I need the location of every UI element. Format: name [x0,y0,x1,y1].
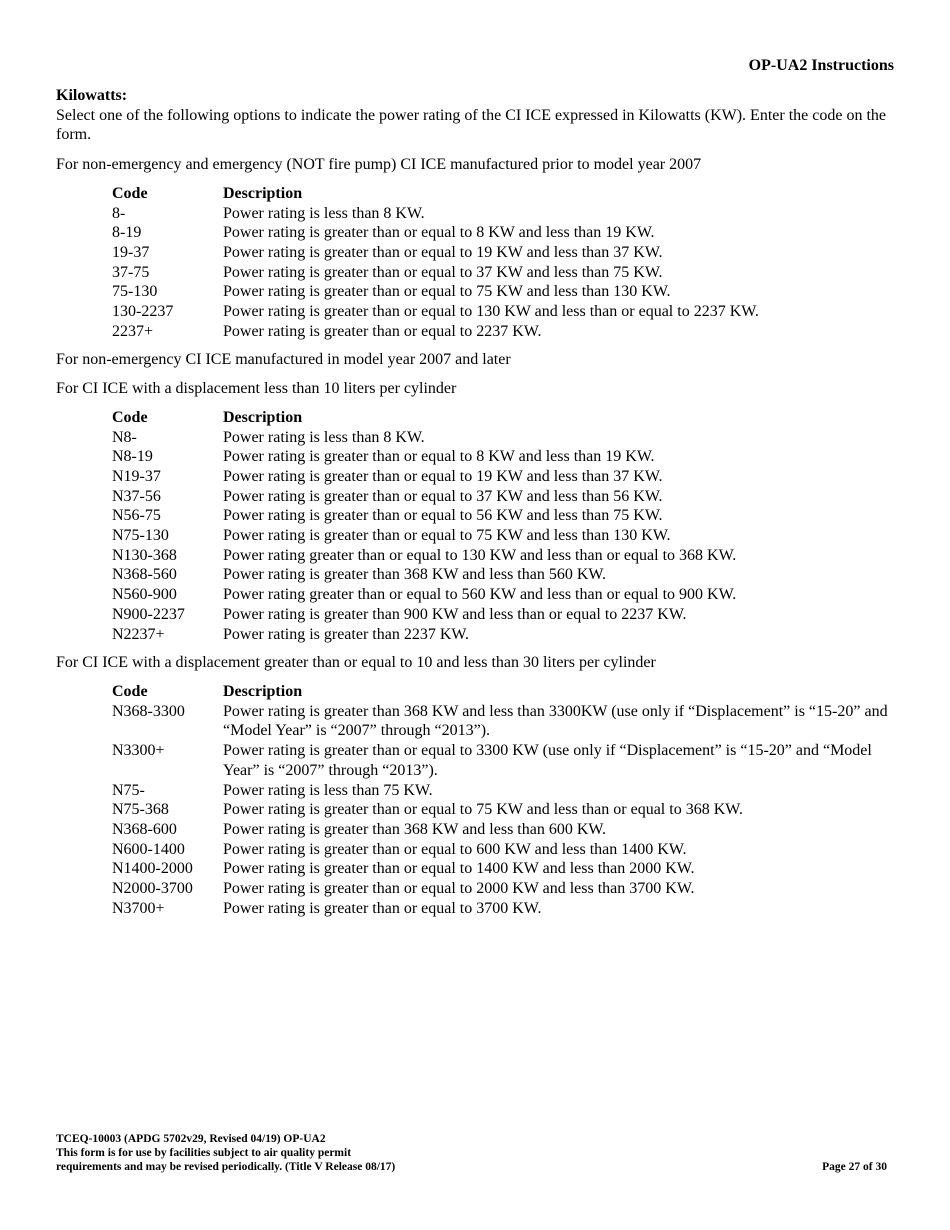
description-cell: Power rating is greater than or equal to 2000 KW and less than 3700 KW. [223,880,695,898]
description-cell: Power rating greater than or equal to 130 KW and less than or equal to 368 KW. [223,546,737,564]
page-number: Page 27 of 30 [822,1161,887,1173]
table-header-row [112,184,894,204]
code-cell: 8- [112,204,126,222]
description-column-header: Description [223,184,303,202]
table-row [112,428,894,448]
table-row [112,506,894,526]
code-column-header: Code [112,682,148,700]
description-cell: Power rating is greater than 900 KW and less than or equal to 2237 KW. [223,605,687,623]
table-row [112,781,894,801]
table-row [112,859,894,879]
table-row [112,322,894,342]
code-cell: N2000-3700 [112,880,193,898]
section-heading: Kilowatts: [56,87,128,104]
table-row [112,585,894,605]
table-row [112,820,894,840]
code-cell: 19-37 [112,243,150,261]
table-row [112,899,894,919]
description-cell: Power rating is greater than or equal to 37 KW and less than 56 KW. [223,487,663,505]
description-cell: Power rating is greater than or equal to 3300 KW (use only if “Displacement” is “15-20” and “Model Year” is “2007” through “2013”). [223,742,872,779]
code-cell: N130-368 [112,546,177,564]
document-body [56,86,894,927]
description-cell: Power rating is greater than or equal to 8 KW and less than 19 KW. [223,448,655,466]
table-row [112,546,894,566]
code-cell: N368-600 [112,820,177,838]
description-cell: Power rating is greater than or equal to 8 KW and less than 19 KW. [223,224,655,242]
description-cell: Power rating is less than 8 KW. [223,204,425,222]
group3-label: For CI ICE with a displacement greater than or equal to 10 and less than 30 liters per cylinder [56,654,656,672]
table-row [112,223,894,243]
page-header-title: OP-UA2 Instructions [748,57,894,74]
footer-line-3: requirements and may be revised periodically. (Title V Release 08/17) [56,1161,396,1173]
code-column-header: Code [112,184,148,202]
table-row [112,302,894,322]
table-row [112,447,894,467]
description-cell: Power rating is greater than or equal to 19 KW and less than 37 KW. [223,243,663,261]
code-cell: N75-368 [112,801,169,819]
code-cell: N560-900 [112,586,177,604]
description-cell: Power rating is greater than or equal to 2237 KW. [223,322,542,340]
description-cell: Power rating is less than 8 KW. [223,428,425,446]
description-cell: Power rating is greater than or equal to 3700 KW. [223,899,542,917]
code-cell: N75- [112,781,145,799]
code-cell: N8-19 [112,448,153,466]
table-row [112,879,894,899]
code-cell: N75-130 [112,527,169,545]
description-cell: Power rating greater than or equal to 560 KW and less than or equal to 900 KW. [223,586,737,604]
description-cell: Power rating is greater than 368 KW and less than 560 KW. [223,566,607,584]
description-cell: Power rating is less than 75 KW. [223,781,433,799]
description-cell: Power rating is greater than or equal to 56 KW and less than 75 KW. [223,507,663,525]
table-row [112,204,894,224]
table-row [112,800,894,820]
table-row [112,605,894,625]
table-header-row [112,408,894,428]
description-cell: Power rating is greater than or equal to 37 KW and less than 75 KW. [223,263,663,281]
code-cell: N56-75 [112,507,161,525]
table-row [112,526,894,546]
code-cell: N37-56 [112,487,161,505]
description-column-header: Description [223,682,303,700]
description-cell: Power rating is greater than or equal to 75 KW and less than or equal to 368 KW. [223,801,743,819]
code-cell: 37-75 [112,263,150,281]
footer-line-2: This form is for use by facilities subject to air quality permit [56,1147,352,1159]
description-cell: Power rating is greater than or equal to 600 KW and less than 1400 KW. [223,840,687,858]
group1-code-table [112,184,894,342]
table-header-row [112,682,894,702]
group1-label: For non-emergency and emergency (NOT fire pump) CI ICE manufactured prior to model year 2007 [56,156,702,174]
group3-code-table [112,682,894,918]
description-cell: Power rating is greater than or equal to 130 KW and less than or equal to 2237 KW. [223,303,759,321]
footer-form-info [56,1132,395,1174]
table-row [112,565,894,585]
code-column-header: Code [112,408,148,426]
table-row [112,263,894,283]
description-column-header: Description [223,408,303,426]
code-cell: N368-3300 [112,702,185,720]
code-cell: 75-130 [112,283,158,301]
code-cell: N3700+ [112,899,165,917]
table-row [112,243,894,263]
description-cell: Power rating is greater than or equal to 75 KW and less than 130 KW. [223,283,671,301]
table-row [112,840,894,860]
code-cell: 2237+ [112,322,154,340]
code-cell: N3300+ [112,742,165,760]
code-cell: N600-1400 [112,840,185,858]
table-row [112,741,894,780]
table-row [112,487,894,507]
code-cell: N19-37 [112,467,161,485]
table-row [112,625,894,645]
table-row [112,702,894,741]
group2-label: For non-emergency CI ICE manufactured in model year 2007 and later [56,351,511,369]
code-cell: N368-560 [112,566,177,584]
group2-code-table [112,408,894,644]
footer-line-1: TCEQ-10003 (APDG 5702v29, Revised 04/19) OP-UA2 [56,1133,326,1145]
group2-sublabel: For CI ICE with a displacement less than 10 liters per cylinder [56,380,457,398]
table-row [112,467,894,487]
description-cell: Power rating is greater than 368 KW and less than 3300KW (use only if “Displacement” is “15-20” and “Model Year” is “2007” through “2013”). [223,702,888,740]
code-cell: N900-2237 [112,605,185,623]
description-cell: Power rating is greater than or equal to 19 KW and less than 37 KW. [223,467,663,485]
description-cell: Power rating is greater than 2237 KW. [223,625,470,643]
table-row [112,282,894,302]
section-intro: Select one of the following options to indicate the power rating of the CI ICE expressed in Kilowatts (KW). Enter the code on the form. [56,106,886,144]
code-cell: 8-19 [112,224,142,242]
description-cell: Power rating is greater than 368 KW and less than 600 KW. [223,820,607,838]
code-cell: 130-2237 [112,303,174,321]
code-cell: N8- [112,428,137,446]
description-cell: Power rating is greater than or equal to 75 KW and less than 130 KW. [223,527,671,545]
description-cell: Power rating is greater than or equal to 1400 KW and less than 2000 KW. [223,860,695,878]
code-cell: N2237+ [112,625,165,643]
code-cell: N1400-2000 [112,860,193,878]
